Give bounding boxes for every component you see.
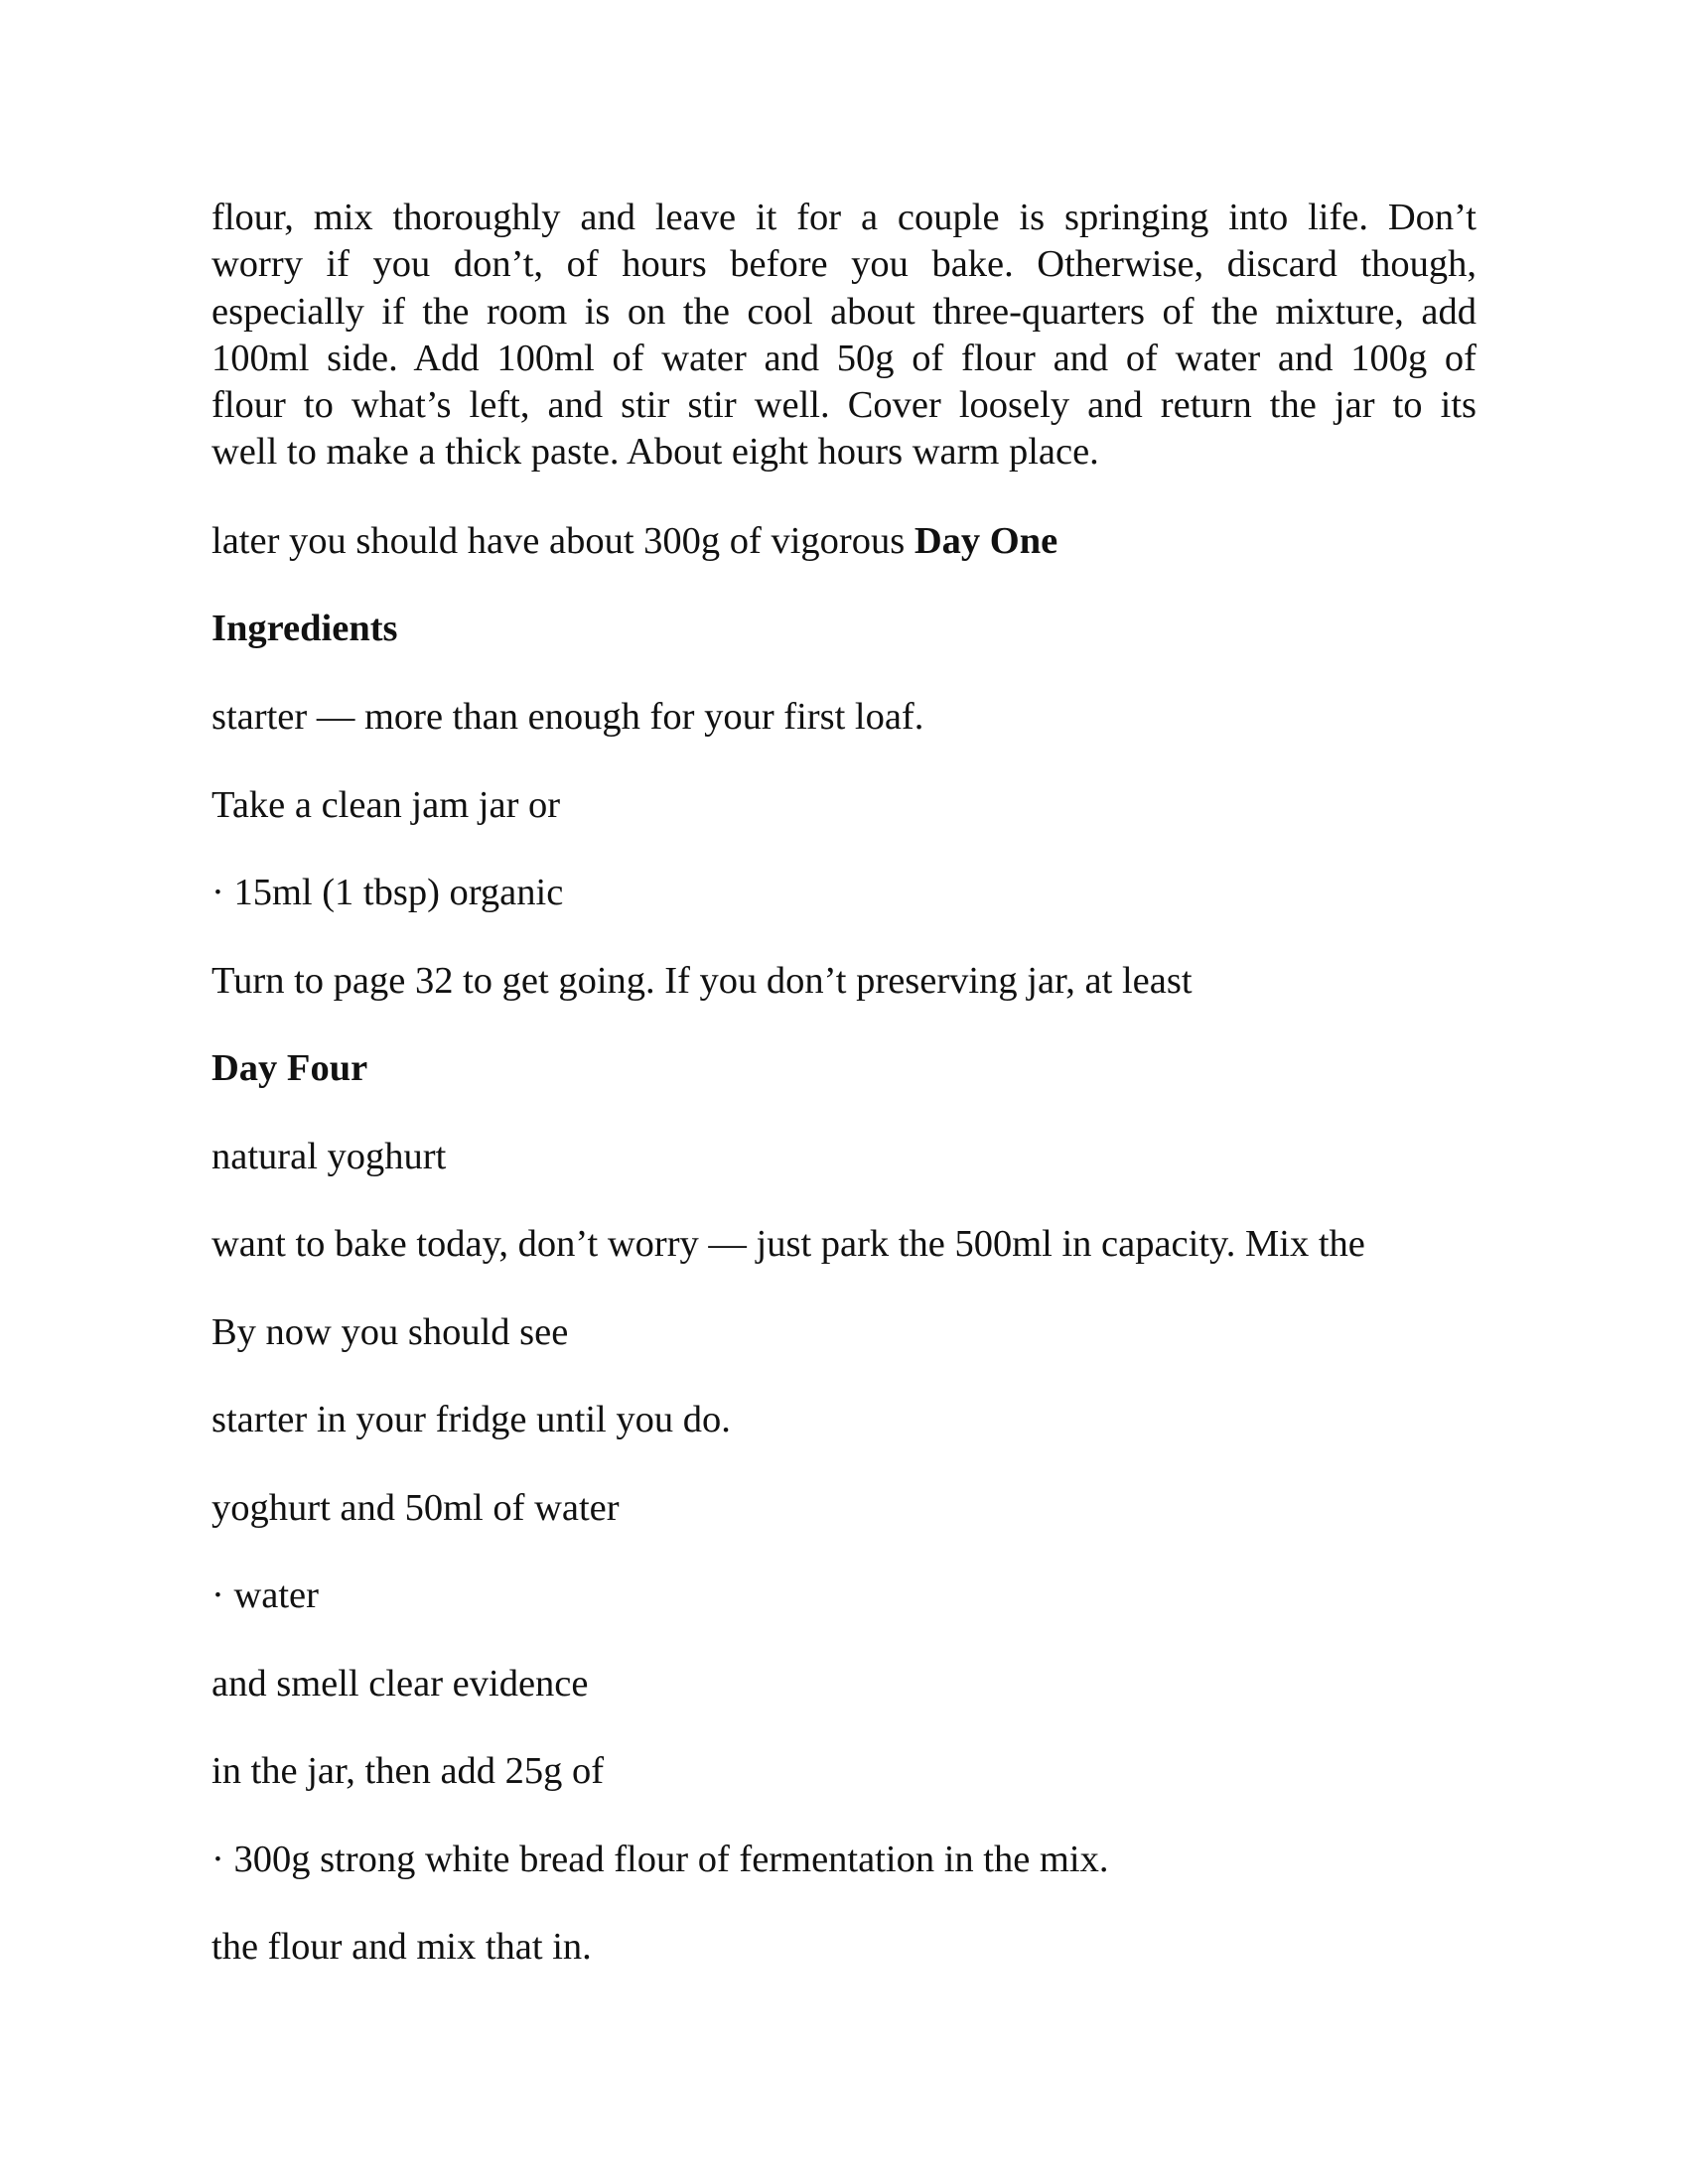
text-line: Turn to page 32 to get going. If you don’t preserving jar, at least bbox=[211, 960, 1193, 1002]
heading-ingredients: Ingredients bbox=[211, 608, 398, 649]
text-line: want to bake today, don’t worry — just park the 500ml in capacity. Mix the bbox=[211, 1223, 1365, 1265]
ingredient-item: · water bbox=[211, 1574, 319, 1616]
text-line: Take a clean jam jar or bbox=[211, 784, 561, 826]
text-line: starter in your fridge until you do. bbox=[211, 1399, 731, 1440]
document-page bbox=[211, 195, 1477, 1968]
text-line-later bbox=[211, 517, 1057, 565]
paragraph-line: flour to what’s left, and stir stir well. Cover loosely and return the jar to its bbox=[211, 384, 1477, 427]
paragraph-line: especially if the room is on the cool about three-quarters of the mixture, add bbox=[211, 290, 1477, 333]
body-paragraph bbox=[211, 195, 1477, 477]
text-line: natural yoghurt bbox=[211, 1136, 447, 1177]
heading-day-one: Day One bbox=[914, 520, 1058, 562]
ingredient-item: · 300g strong white bread flour of fermentation in the mix. bbox=[211, 1839, 1109, 1880]
text-line: starter — more than enough for your first loaf. bbox=[211, 696, 924, 738]
text-line: in the jar, then add 25g of bbox=[211, 1750, 605, 1792]
text-line-later-text: later you should have about 300g of vigorous bbox=[211, 520, 914, 562]
text-line: By now you should see bbox=[211, 1311, 569, 1353]
paragraph-line: worry if you don’t, of hours before you bake. Otherwise, discard though, bbox=[211, 243, 1477, 286]
paragraph-line: 100ml side. Add 100ml of water and 50g of flour and of water and 100g of bbox=[211, 337, 1477, 379]
text-line: the flour and mix that in. bbox=[211, 1926, 592, 1968]
heading-day-four: Day Four bbox=[211, 1047, 368, 1089]
text-line: yoghurt and 50ml of water bbox=[211, 1487, 620, 1529]
paragraph-line: flour, mix thoroughly and leave it for a couple is springing into life. Don’t bbox=[211, 197, 1477, 238]
ingredient-item: · 15ml (1 tbsp) organic bbox=[211, 872, 564, 913]
paragraph-line: well to make a thick paste. About eight hours warm place. bbox=[211, 431, 1099, 474]
text-line: and smell clear evidence bbox=[211, 1663, 589, 1705]
